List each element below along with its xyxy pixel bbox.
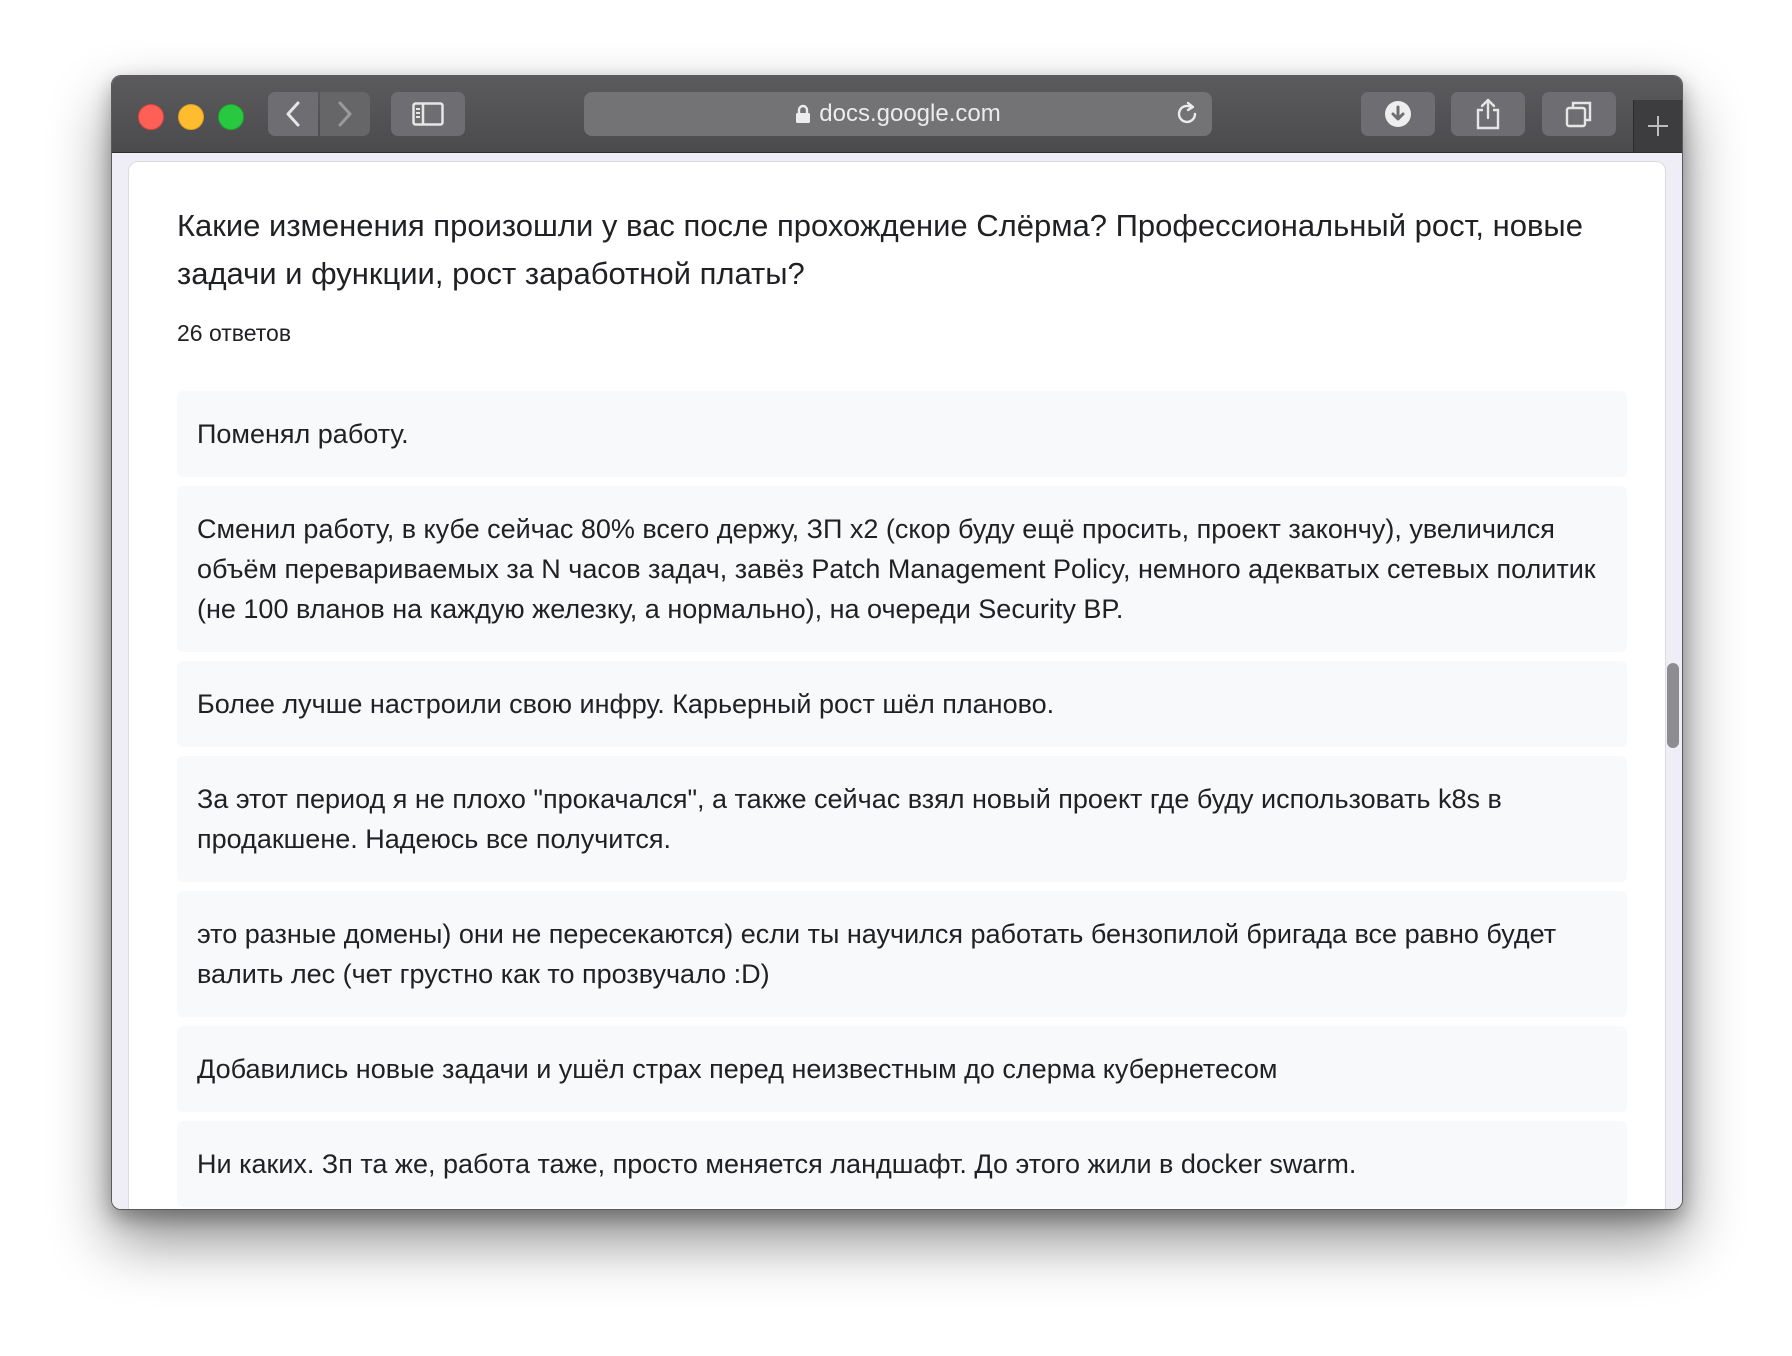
question-title: Какие изменения произошли у вас после прохождение Слёрма? Профессиональный рост, новые задачи и функции, рост заработной платы? — [177, 208, 1583, 291]
download-icon — [1383, 99, 1413, 129]
page-content — [112, 153, 1682, 1209]
downloads-button[interactable] — [1361, 92, 1435, 136]
question-card — [128, 161, 1666, 1210]
answer-item: За этот период я не плохо "прокачался", а также сейчас взял новый проект где буду использовать k8s в продакшене. Надеюсь все получится. — [177, 756, 1627, 882]
answer-item: Более лучше настроили свою инфру. Карьерный рост шёл планово. — [177, 661, 1627, 747]
address-bar[interactable] — [584, 92, 1212, 136]
url-text: docs.google.com — [819, 100, 1001, 127]
answer-item: Поменял работу. — [177, 391, 1627, 477]
share-icon — [1475, 98, 1501, 130]
show-tabs-button[interactable] — [1542, 92, 1616, 136]
tabs-icon — [1565, 100, 1593, 128]
close-window-button[interactable] — [138, 104, 164, 130]
browser-window — [111, 75, 1683, 1210]
answers-list — [177, 391, 1627, 1210]
forward-button[interactable] — [320, 92, 370, 136]
back-button[interactable] — [268, 92, 318, 136]
answer-item: это разные домены) они не пересекаются) если ты научился работать бензопилой бригада все равно будет валить лес (чет грустно как то прозвучало :D) — [177, 891, 1627, 1017]
minimize-window-button[interactable] — [178, 104, 204, 130]
sidebar-toggle-button[interactable] — [391, 92, 465, 136]
answer-item: Ни каких. Зп та же, работа таже, просто меняется ландшафт. До этого жили в docker swarm. — [177, 1121, 1627, 1207]
chevron-left-icon — [285, 101, 301, 127]
response-count: 26 ответов — [177, 320, 292, 346]
scrollbar-thumb[interactable] — [1667, 663, 1679, 748]
chevron-right-icon — [337, 101, 353, 127]
share-button[interactable] — [1451, 92, 1525, 136]
new-tab-button[interactable] — [1633, 100, 1682, 152]
plus-icon — [1646, 114, 1670, 138]
reload-icon[interactable] — [1174, 101, 1200, 132]
browser-toolbar — [112, 76, 1682, 153]
sidebar-icon — [412, 102, 444, 126]
zoom-window-button[interactable] — [218, 104, 244, 130]
answer-item: Добавились новые задачи и ушёл страх перед неизвестным до слерма кубернетесом — [177, 1026, 1627, 1112]
answer-item: Сменил работу, в кубе сейчас 80% всего держу, ЗП х2 (скор буду ещё просить, проект закончу), увеличился объём перевариваемых за N часов задач, завёз Patch Management Policy, немного адекватых сетевых политик (не 100 вланов на каждую железку, а нормально), на очереди Security BP. — [177, 486, 1627, 652]
lock-icon — [795, 104, 811, 124]
